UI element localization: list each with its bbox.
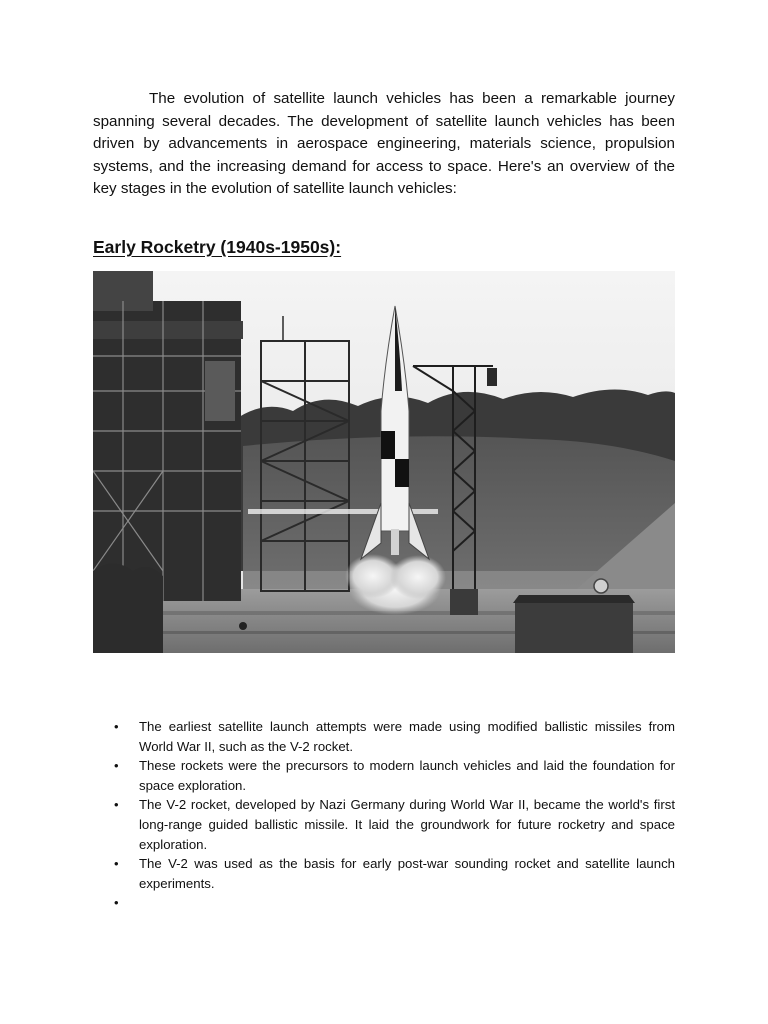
intro-paragraph bbox=[93, 88, 675, 201]
list-item-empty bbox=[112, 893, 675, 915]
bullet-marker: • bbox=[114, 719, 119, 734]
bullet-marker: • bbox=[114, 758, 119, 774]
list-item-text: The V-2 was used as the basis for early post-war sounding rocket and satellite launch experiments. bbox=[139, 856, 675, 891]
list-item bbox=[112, 795, 675, 854]
list-item bbox=[112, 854, 675, 893]
bullet-marker: • bbox=[114, 856, 119, 872]
bullet-marker: • bbox=[114, 797, 119, 813]
list-item-text: The earliest satellite launch attempts were made using modified ballistic missiles from World War II, such as the V-2 rocket. bbox=[139, 719, 675, 754]
bullet-list bbox=[112, 717, 675, 915]
intro-text: The evolution of satellite launch vehicles has been a remarkable journey spanning several decades. The development of satellite launch vehicles has been driven by advancements in aerospace engineering, materials science, propulsion systems, and the increasing demand for access to space. Here's an overview of the key stages in the evolution of satellite launch vehicles: bbox=[93, 90, 675, 198]
bullet-marker: • bbox=[114, 895, 119, 911]
v2-rocket-launch-photo bbox=[93, 271, 675, 653]
section-heading: Early Rocketry (1940s-1950s): bbox=[93, 237, 342, 257]
list-item-text: These rockets were the precursors to modern launch vehicles and laid the foundation for space exploration. bbox=[139, 758, 675, 793]
list-item bbox=[112, 756, 675, 795]
list-item bbox=[112, 717, 675, 756]
list-item-text: The V-2 rocket, developed by Nazi Germany during World War II, became the world's first long-range guided ballistic missile. It laid the groundwork for future rocketry and space exploration. bbox=[139, 797, 675, 852]
